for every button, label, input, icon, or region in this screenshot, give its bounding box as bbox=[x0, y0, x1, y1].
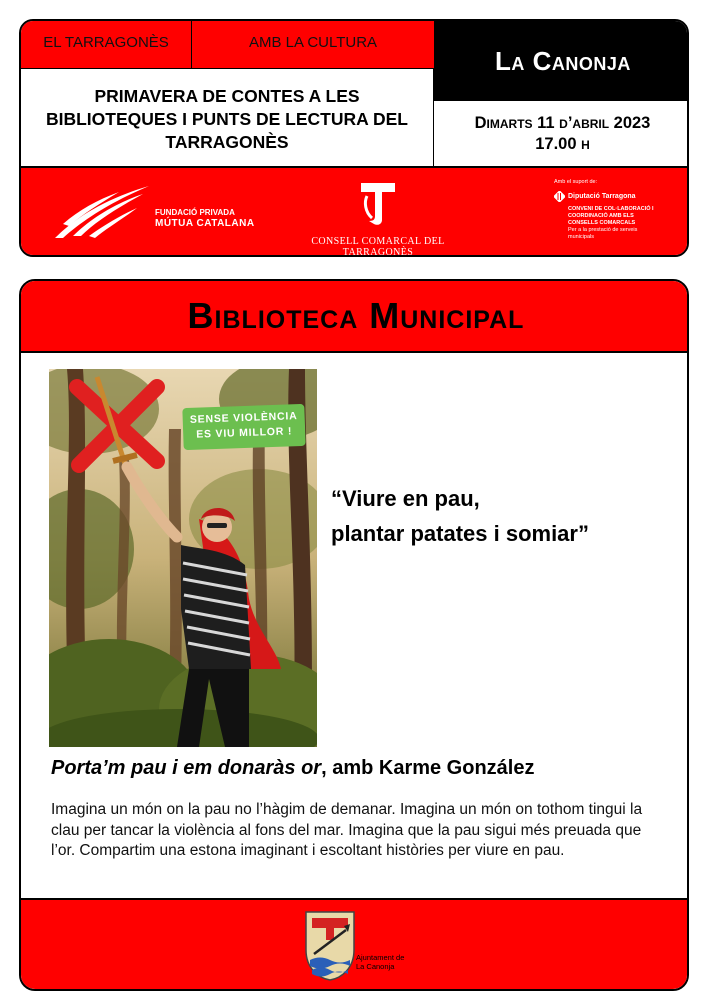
header-card bbox=[19, 19, 689, 257]
mutua-line2: MÚTUA CATALANA bbox=[155, 218, 255, 229]
program-title: PRIMAVERA DE CONTES A LES BIBLIOTEQUES I PUNTS DE LECTURA DEL TARRAGONÈS bbox=[21, 69, 434, 166]
coat-of-arms-icon bbox=[304, 910, 356, 982]
show-author: , amb Karme González bbox=[321, 757, 535, 779]
diputacio-icon bbox=[554, 191, 565, 202]
consell-comarcal-logo bbox=[283, 180, 473, 257]
support-label: Amb el suport de: bbox=[554, 179, 598, 185]
diputacio-name: Diputació Tarragona bbox=[568, 193, 636, 200]
consell-label: CONSELL COMARCAL DEL TARRAGONÈS bbox=[311, 236, 445, 257]
ajuntament-line1: Ajuntament de bbox=[356, 953, 405, 962]
quote-line-2: plantar patates i somiar” bbox=[331, 521, 589, 546]
diputacio-logo bbox=[554, 179, 664, 241]
event-card bbox=[19, 279, 689, 991]
venue-title: Biblioteca Municipal bbox=[187, 295, 525, 336]
event-date: Dimarts 11 d’abril 2023 bbox=[474, 113, 651, 132]
conveni-sub: Per a la prestació de serveis municipals bbox=[568, 227, 638, 240]
town-name: La Canonja bbox=[434, 21, 689, 101]
footer-band bbox=[21, 898, 689, 991]
region-tag: EL TARRAGONÈS bbox=[21, 21, 192, 69]
activity-title bbox=[51, 757, 671, 780]
mutua-catalana-logo bbox=[53, 182, 255, 240]
culture-tag: AMB LA CULTURA bbox=[192, 21, 434, 69]
storyteller-photo bbox=[49, 369, 317, 747]
event-quote bbox=[331, 481, 681, 551]
sponsor-band bbox=[21, 166, 689, 257]
claw-marks-icon bbox=[53, 182, 151, 240]
ajuntament-label bbox=[356, 953, 404, 971]
event-datetime bbox=[434, 101, 689, 166]
event-description: Imagina un món on la pau no l’hàgim de demanar. Imagina un món on tothom tingui la clau per tancar la violència al fons del mar. Imagina que la pau sigui més preuada que l’or. Compartim una estona imaginant i escoltant històries per viure en pau. bbox=[51, 801, 643, 859]
ajuntament-line2: La Canonja bbox=[356, 962, 395, 971]
conveni-text: CONVENI DE COL·LABORACIÓ I COORDINACIÓ AMB ELS CONSELLS COMARCALS bbox=[568, 206, 654, 226]
la-canonja-shield bbox=[304, 910, 356, 987]
venue-band bbox=[21, 281, 689, 353]
event-time: 17.00 h bbox=[535, 134, 590, 153]
consell-t-icon bbox=[358, 180, 398, 228]
quote-line-1: “Viure en pau, bbox=[331, 486, 480, 511]
mutua-line1: FUNDACIÓ PRIVADA bbox=[155, 208, 235, 217]
photo-sign: SENSE VIOLÈNCIA ES VIU MILLOR ! bbox=[182, 404, 305, 450]
show-title: Porta’m pau i em donaràs or bbox=[51, 757, 322, 779]
